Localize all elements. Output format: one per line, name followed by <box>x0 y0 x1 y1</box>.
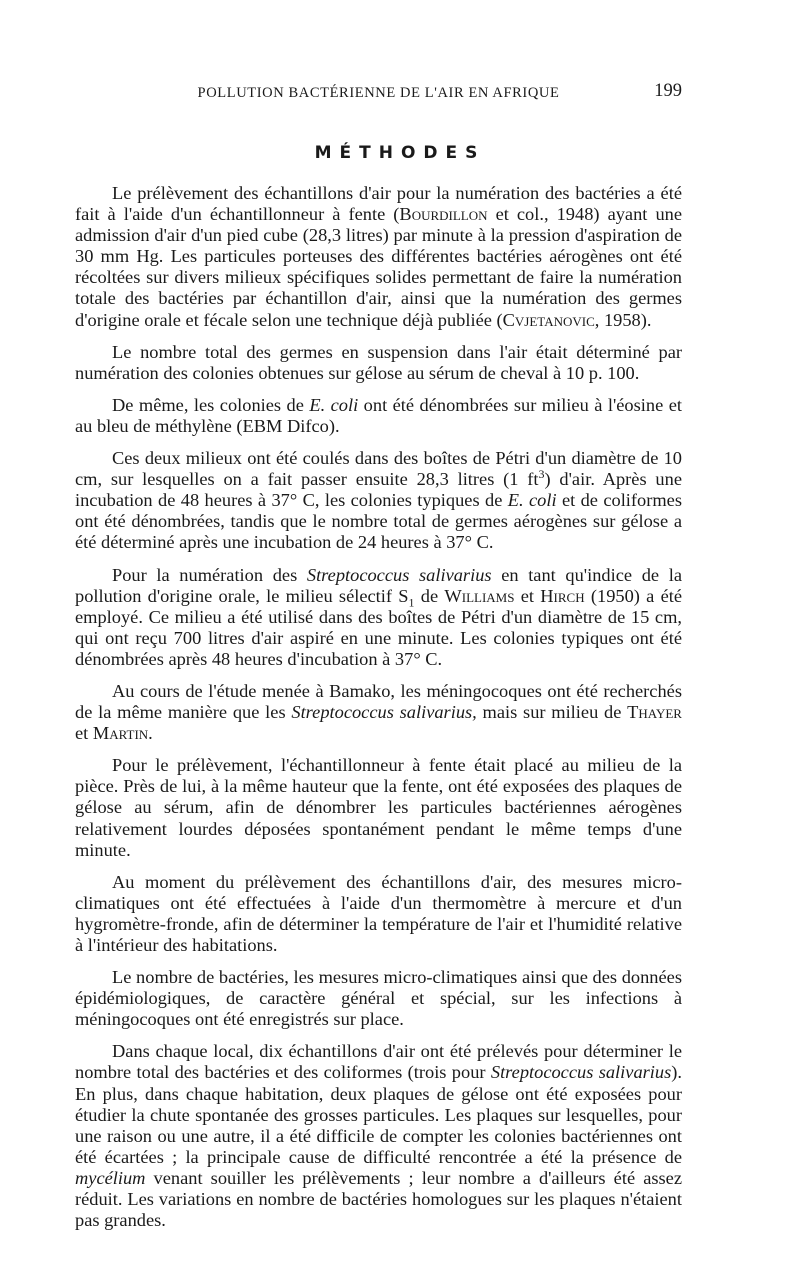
author-citation: Williams <box>444 585 515 606</box>
paragraph-4: Ces deux milieux ont été coulés dans des boîtes de Pétri d'un diamètre de 10 cm, sur lesquelles on a fait passer ensuite 28,3 litres (1 $ft^3$) d'air. Après une incubation de 48 heures à 37° C, les colonies typiques de E. coli et de coliformes ont été dénombrées, tandis que le nombre total de germes aérogènes sur gélose a été déterminé après une incubation de 24 heures à 37° C. <box>75 448 682 553</box>
author-citation: Cvjetanovic <box>502 309 595 330</box>
page-number: 199 <box>654 81 682 101</box>
paragraph-1: Le prélèvement des échantillons d'air pour la numération des bactéries a été fait à l'aide d'un échantillonneur à fente (Bourdillon et col., 1948) ayant une admission d'air d'un pied cube (28,3 litres) par minute à la pression d'aspiration de 30 mm Hg. Les particules porteuses des différentes bactéries aérogènes ont été récoltées sur divers milieux spécifiques solides permettant de faire la numération totale des bactéries par échantillon d'air, ainsi que la numération des germes d'origine orale et fécale selon une technique déjà publiée (Cvjetanovic, 1958). <box>75 183 682 330</box>
section-title: MÉTHODES <box>314 143 486 163</box>
species-name: Streptococcus salivarius, <box>291 702 477 723</box>
paragraph-10: Dans chaque local, dix échantillons d'air ont été prélevés pour déterminer le nombre total des bactéries et des coliformes (trois pour Streptococcus salivarius). En plus, dans chaque habitation, deux plaques de gélose ont été exposées pour étudier la chute spontanée des grosses particules. Les plaques sur lesquelles, pour une raison ou une autre, il a été difficile de compter les colonies bactériennes ont été écartées ; la principale cause de difficulté rencontrée a été la présence de mycélium venant souiller les prélèvements ; leur nombre a d'ailleurs été assez réduit. Les variations en nombre de bactéries homologues sur les plaques n'étaient pas grandes. <box>75 1041 682 1231</box>
paragraph-7: Pour le prélèvement, l'échantillonneur à fente était placé au milieu de la pièce. Près de lui, à la même hauteur que la fente, ont été exposées des plaques de gélose au sérum, afin de dénombrer les particules bactériennes aérogènes relativement lourdes déposées spontanément pendant le même temps d'une minute. <box>75 755 682 860</box>
species-name: E. coli <box>309 394 359 415</box>
species-name: Streptococcus salivarius <box>306 564 492 585</box>
species-name: mycélium <box>75 1167 146 1188</box>
paragraph-6: Au cours de l'étude menée à Bamako, les méningocoques ont été recherchés de la même manière que les Streptococcus salivarius, mais sur milieu de Thayer et Martin. <box>75 680 682 744</box>
paragraph-5: Pour la numération des Streptococcus salivarius en tant qu'indice de la pollution d'origine orale, le milieu sélectif $S_1$ de Williams et Hirch (1950) a été employé. Ce milieu a été utilisé dans des boîtes de Pétri d'un diamètre de 15 cm, qui ont reçu 700 litres d'air aspiré en une minute. Les colonies typiques ont été dénombrées après 48 heures d'incubation à 37° C. <box>75 564 683 669</box>
paragraph-3: De même, les colonies de E. coli ont été dénombrées sur milieu à l'éosine et au bleu de méthylène (EBM Difco). <box>75 394 682 436</box>
species-name: E. coli <box>507 490 557 511</box>
running-header <box>75 81 682 105</box>
paragraph-8: Au moment du prélèvement des échantillons d'air, des mesures micro-climatiques ont été effectuées à l'aide d'un thermomètre à mercure et d'un hygromètre-fronde, afin de déterminer la température de l'air et l'humidité relative à l'intérieur des habitations. <box>75 871 682 955</box>
author-citation: Bourdillon <box>399 204 488 225</box>
running-title: POLLUTION BACTÉRIENNE DE L'AIR EN AFRIQUE <box>197 85 560 101</box>
author-citation: Hirch <box>540 585 585 606</box>
author-citation: Martin <box>92 723 149 744</box>
species-name: Streptococcus salivarius <box>490 1062 672 1083</box>
paragraph-2: Le nombre total des germes en suspension dans l'air était déterminé par numération des colonies obtenues sur gélose au sérum de cheval à 10 p. 100. <box>75 341 682 383</box>
paragraph-9: Le nombre de bactéries, les mesures micro-climatiques ainsi que des données épidémiologiques, de caractère général et spécial, sur les infections à méningocoques ont été enregistrés sur place. <box>75 967 682 1030</box>
author-citation: Thayer <box>627 702 682 723</box>
body-text <box>75 183 682 1242</box>
